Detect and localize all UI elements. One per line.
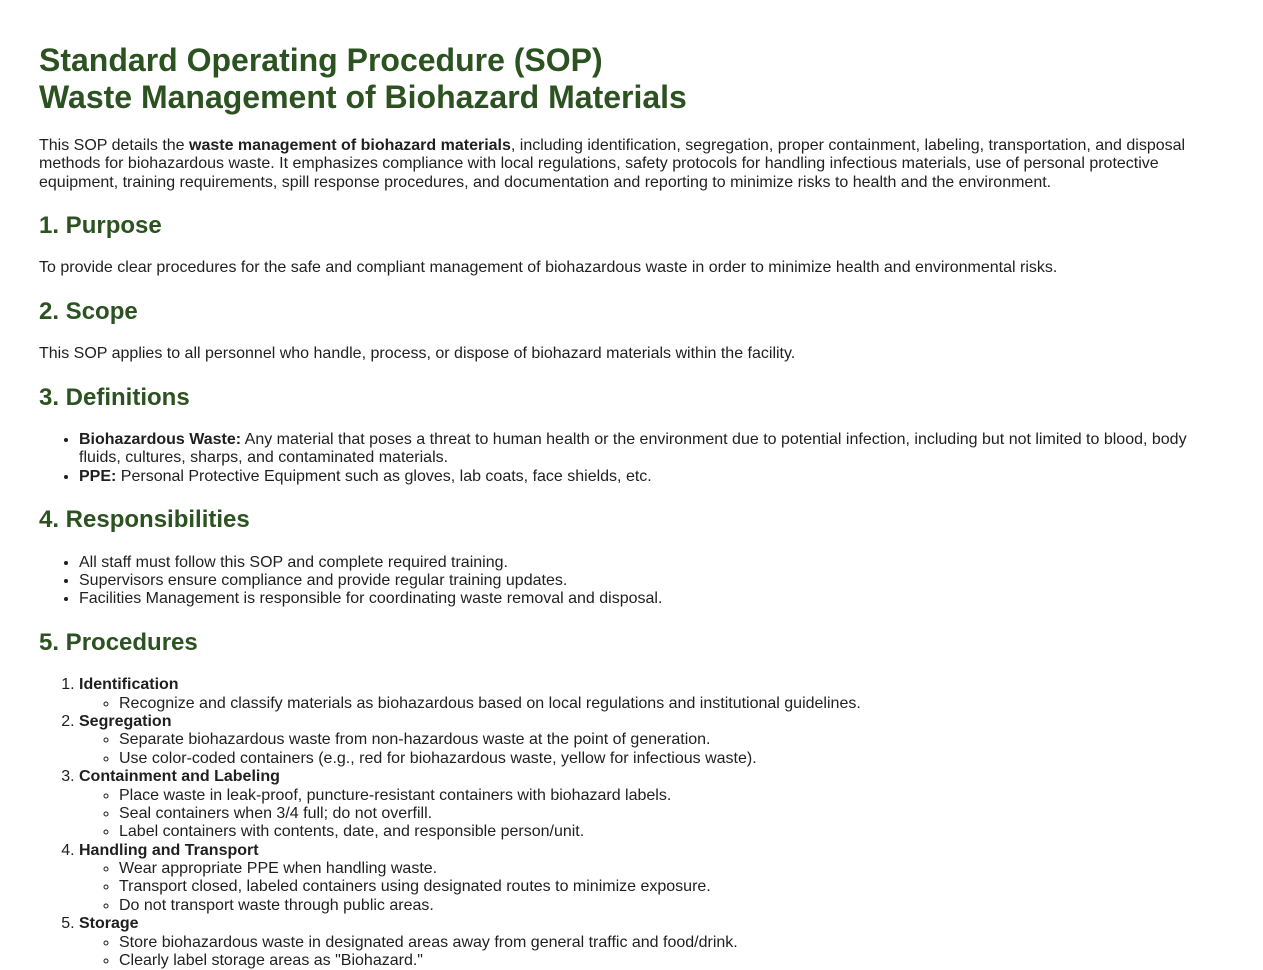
list-item: • All staff must follow this SOP and complete required training.: [79, 554, 1224, 572]
document-title-line-1: Standard Operating Procedure (SOP): [39, 41, 603, 78]
list-item: ◦ Use color-coded containers (e.g., red for biohazardous waste, yellow for infectious waste).: [119, 750, 1224, 768]
section-definitions: [39, 384, 1224, 487]
section-heading-responsibilities: 4. Responsibilities: [39, 506, 250, 534]
list-item: ◦ Clearly label storage areas as "Biohazard.": [119, 952, 1224, 970]
list-item: • Supervisors ensure compliance and provide regular training updates.: [79, 572, 1224, 590]
procedure-step: [79, 842, 1224, 916]
list-item: ◦ Do not transport waste through public areas.: [119, 897, 1224, 915]
definition-term: Biohazardous Waste:: [79, 431, 242, 448]
procedure-substeps: [79, 860, 1224, 915]
section-heading-procedures: 5. Procedures: [39, 628, 198, 656]
responsibilities-list: [39, 554, 1224, 609]
purpose-paragraph: To provide clear procedures for the safe and compliant management of biohazardous waste in order to minimize health and environmental risks.: [39, 259, 1058, 277]
list-item: ◦ Place waste in leak-proof, puncture-resistant containers with biohazard labels.: [119, 787, 1224, 805]
definitions-list: [39, 431, 1224, 486]
section-scope: [39, 298, 1224, 364]
list-item: ◦ Recognize and classify materials as biohazardous based on local regulations and institutional guidelines.: [119, 695, 1224, 713]
scope-paragraph: This SOP applies to all personnel who handle, process, or dispose of biohazard materials within the facility.: [39, 345, 796, 363]
list-item: ◦ Store biohazardous waste in designated areas away from general traffic and food/drink.: [119, 934, 1224, 952]
procedure-step: [79, 768, 1224, 842]
list-item: ◦ Transport closed, labeled containers using designated routes to minimize exposure.: [119, 878, 1224, 896]
document-title: [39, 42, 1224, 116]
definition-text: Any material that poses a threat to human health or the environment due to potential infection, including but not limited to blood, body fluids, cultures, sharps, and contaminated materials.: [79, 431, 1187, 467]
procedure-step-title: Segregation: [79, 712, 172, 730]
list-item: [79, 431, 1224, 468]
intro-text-bold: waste management of biohazard materials: [189, 136, 511, 154]
list-item: ◦ Seal containers when 3/4 full; do not overfill.: [119, 805, 1224, 823]
definition-text: Personal Protective Equipment such as gloves, lab coats, face shields, etc.: [116, 467, 652, 485]
list-item: ◦ Separate biohazardous waste from non-hazardous waste at the point of generation.: [119, 731, 1224, 749]
procedures-list: [39, 676, 1224, 970]
procedure-step: [79, 915, 1224, 970]
section-heading-purpose: 1. Purpose: [39, 211, 162, 239]
procedure-substeps: [79, 787, 1224, 842]
procedure-substeps: [79, 731, 1224, 768]
procedure-step-title: Handling and Transport: [79, 841, 259, 859]
procedure-substeps: [79, 695, 1224, 713]
procedure-substeps: [79, 934, 1224, 970]
intro-text-pre: This SOP details the: [39, 136, 189, 154]
procedure-step-title: Identification: [79, 676, 179, 694]
section-purpose: [39, 212, 1224, 278]
section-responsibilities: [39, 506, 1224, 609]
procedure-step-title: Containment and Labeling: [79, 768, 280, 786]
section-heading-definitions: 3. Definitions: [39, 383, 190, 411]
list-item: ◦ Label containers with contents, date, and responsible person/unit.: [119, 823, 1224, 841]
intro-paragraph: [39, 137, 1224, 192]
procedure-step-title: Storage: [79, 915, 139, 933]
list-item: [79, 468, 1224, 486]
document-title-line-2: Waste Management of Biohazard Materials: [39, 78, 687, 115]
section-procedures: [39, 629, 1224, 970]
list-item: • Facilities Management is responsible for coordinating waste removal and disposal.: [79, 590, 1224, 608]
procedure-step: [79, 676, 1224, 713]
definition-term: PPE:: [79, 467, 117, 485]
procedure-step: [79, 713, 1224, 768]
list-item: ◦ Wear appropriate PPE when handling waste.: [119, 860, 1224, 878]
intro-text-post: , including identification, segregation, proper containment, labeling, transportation, and disposal methods for biohazardous waste. It emphasizes compliance with local regulations, safety protocols for handling infectious materials, use of personal protective equipment, training requirements, spill response procedures, and documentation and reporting to minimize risks to health and the environment.: [39, 136, 1186, 191]
section-heading-scope: 2. Scope: [39, 297, 138, 325]
